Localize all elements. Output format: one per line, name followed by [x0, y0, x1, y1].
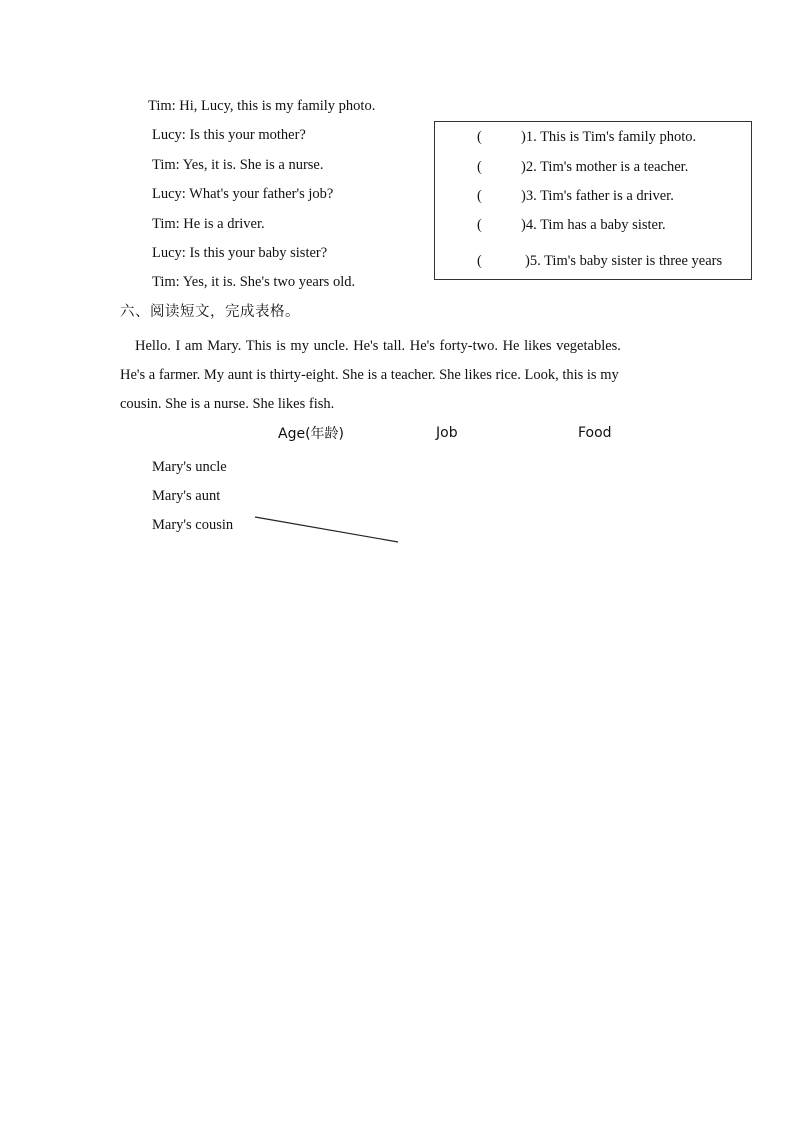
answer-paren[interactable]: ( — [477, 188, 482, 204]
dialogue-line: Lucy: What's your father's job? — [152, 186, 334, 202]
row-label-uncle: Mary's uncle — [152, 459, 227, 475]
column-header-food: Food — [578, 425, 612, 441]
true-false-item: )2. Tim's mother is a teacher. — [521, 159, 689, 175]
passage-line: Hello. I am Mary. This is my uncle. He's tall. He's forty-two. He likes vegetables. — [135, 338, 621, 354]
passage-line: He's a farmer. My aunt is thirty-eight. She is a teacher. She likes rice. Look, this is my — [120, 367, 619, 383]
dialogue-line: Tim: Yes, it is. She's two years old. — [152, 274, 356, 290]
true-false-item: )4. Tim has a baby sister. — [521, 217, 666, 233]
diagonal-line — [255, 517, 398, 542]
dialogue-line: Lucy: Is this your mother? — [152, 127, 306, 143]
column-header-job: Job — [436, 425, 458, 441]
dialogue-line: Tim: Hi, Lucy, this is my family photo. — [148, 98, 376, 114]
dialogue-line: Tim: He is a driver. — [152, 216, 265, 232]
section-heading: 六、阅读短文，完成表格。 — [120, 304, 300, 320]
dialogue-line: Lucy: Is this your baby sister? — [152, 245, 328, 261]
answer-paren[interactable]: ( — [477, 159, 482, 175]
row-label-aunt: Mary's aunt — [152, 488, 221, 504]
passage-line: cousin. She is a nurse. She likes fish. — [120, 396, 335, 412]
true-false-item: )1. This is Tim's family photo. — [521, 129, 697, 145]
true-false-item: )5. Tim's baby sister is three years — [525, 253, 723, 269]
answer-paren[interactable]: ( — [477, 129, 482, 145]
answer-paren[interactable]: ( — [477, 217, 482, 233]
answer-paren[interactable]: ( — [477, 253, 482, 269]
dialogue-line: Tim: Yes, it is. She is a nurse. — [152, 157, 324, 173]
row-label-cousin: Mary's cousin — [152, 517, 234, 533]
true-false-item: )3. Tim's father is a driver. — [521, 188, 674, 204]
column-header-age: Age(年龄) — [278, 426, 345, 442]
